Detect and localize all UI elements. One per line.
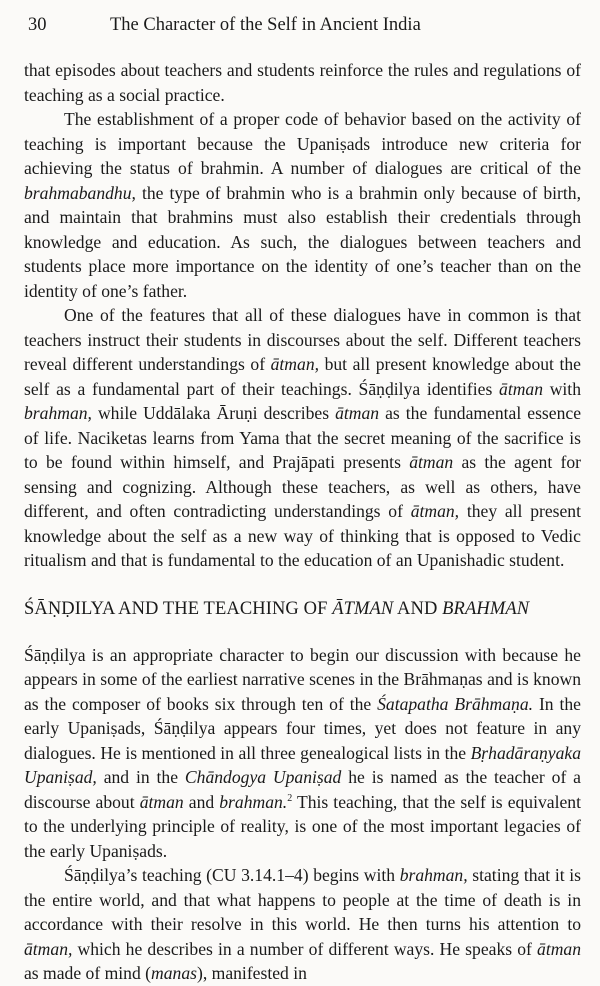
text-run: with bbox=[543, 378, 581, 399]
text-run: manas bbox=[151, 963, 197, 983]
text-run: as made of mind ( bbox=[24, 963, 152, 983]
text-run: ātman bbox=[499, 378, 543, 399]
text-run: he is named as the teacher of a discourse about bbox=[24, 767, 581, 812]
text-run: In the early Upaniṣads, Śāṇḍilya appears four times, yet does not feature in any dialogues. He is mentioned in all three genealogical lists in the bbox=[24, 693, 581, 763]
page-number: 30 bbox=[28, 15, 47, 35]
text-run: BRAHMAN bbox=[442, 598, 530, 619]
text-run: ŚĀṆḌILYA AND THE TEACHING OF bbox=[24, 598, 333, 619]
text-run: ātman bbox=[139, 791, 184, 812]
text-run: and bbox=[183, 791, 220, 812]
intro-paragraphs bbox=[24, 58, 581, 573]
text-run: ātman bbox=[409, 452, 454, 472]
text-run: brahman, bbox=[24, 403, 92, 423]
text-run: The establishment of a proper code of behavior based on the activity of teaching is important because the Upaniṣads introduce new criteria for achieving the status of brahmin. A number of dialogues are critical of the bbox=[24, 109, 581, 178]
text-run: that episodes about teachers and students reinforce the rules and regulations of teaching as a social practice. bbox=[24, 60, 581, 105]
section-paragraphs bbox=[24, 643, 581, 986]
running-title: The Character of the Self in Ancient India bbox=[110, 15, 421, 35]
text-run: ātman, bbox=[410, 501, 460, 521]
text-run: One of the features that all of these dialogues have in common is that teachers instruct their students in discourses about the self. Different teachers reveal different understandings of bbox=[24, 305, 581, 374]
running-header bbox=[28, 10, 576, 40]
text-run: as the fundamental essence of life. Naciketas learns from Yama that the secret meaning of the sacrifice is to be found within himself, and Prajāpati presents bbox=[24, 403, 582, 472]
text-run: they all present knowledge about the self as a new way of thinking that is opposed to Vedic ritualism and that is fundamental to the education of an Upanishadic student. bbox=[24, 501, 581, 570]
text-run: ĀTMAN bbox=[332, 598, 394, 619]
text-run: ātman, bbox=[24, 938, 73, 959]
text-run: Śatapatha Brāhmaṇa. bbox=[377, 693, 534, 714]
text-run: Śāṇḍilya’s teaching (CU 3.14.1–4) begins with bbox=[64, 865, 400, 885]
text-run: Chāndogya Upaniṣad bbox=[184, 767, 342, 787]
text-run: Śāṇḍilya is an appropriate character to begin our discussion with because he appears in some of the earliest narrative scenes in the Brāhmaṇas and is known as the composer of books six through ten of the bbox=[24, 644, 581, 714]
text-run: and in the bbox=[96, 767, 185, 787]
text-run: AND bbox=[393, 598, 443, 619]
text-run: but all present knowledge about the self as a fundamental part of their teachings. Śāṇḍilya identifies bbox=[24, 354, 581, 399]
body-text bbox=[24, 58, 581, 986]
text-run: the type of brahmin who is a brahmin only because of birth, and maintain that brahmins must also establish their credentials through knowledge and education. As such, the dialogues between teachers and students place more importance on the identity of one’s teacher than on the identity of one’s father. bbox=[24, 182, 581, 301]
paragraph bbox=[24, 643, 581, 864]
text-run: stating that it is the entire world, and that what happens to people at the time of death is in accordance with their resolve in this world. He then turns his attention to bbox=[24, 865, 581, 934]
text-run: which he describes in a number of different ways. He speaks of bbox=[72, 938, 538, 959]
text-run: ), manifested in bbox=[196, 963, 307, 983]
paragraph bbox=[24, 58, 581, 107]
section-heading bbox=[24, 597, 581, 621]
text-run: brahman, bbox=[399, 865, 468, 885]
text-run: ātman, bbox=[270, 354, 320, 374]
text-run: as the agent for sensing and cognizing. Although these teachers, as well as others, have different, and often contradicting understandings of bbox=[24, 452, 581, 521]
text-run: ātman bbox=[335, 403, 380, 423]
paragraph bbox=[24, 863, 581, 986]
paragraph bbox=[24, 107, 581, 303]
text-run: brahman. bbox=[219, 791, 288, 812]
footnote-ref: 2 bbox=[287, 792, 293, 804]
text-run: Bṛhadāraṇyaka Upaniṣad, bbox=[24, 742, 581, 787]
text-run: brahmabandhu, bbox=[24, 182, 136, 203]
text-run: This teaching, that the self is equivalent to the underlying principle of reality, is one of the most important legacies of the early Upaniṣads. bbox=[24, 791, 581, 861]
paragraph bbox=[24, 303, 581, 573]
text-run: ātman bbox=[537, 938, 581, 959]
text-run: while Uddālaka Āruṇi describes bbox=[91, 403, 336, 423]
